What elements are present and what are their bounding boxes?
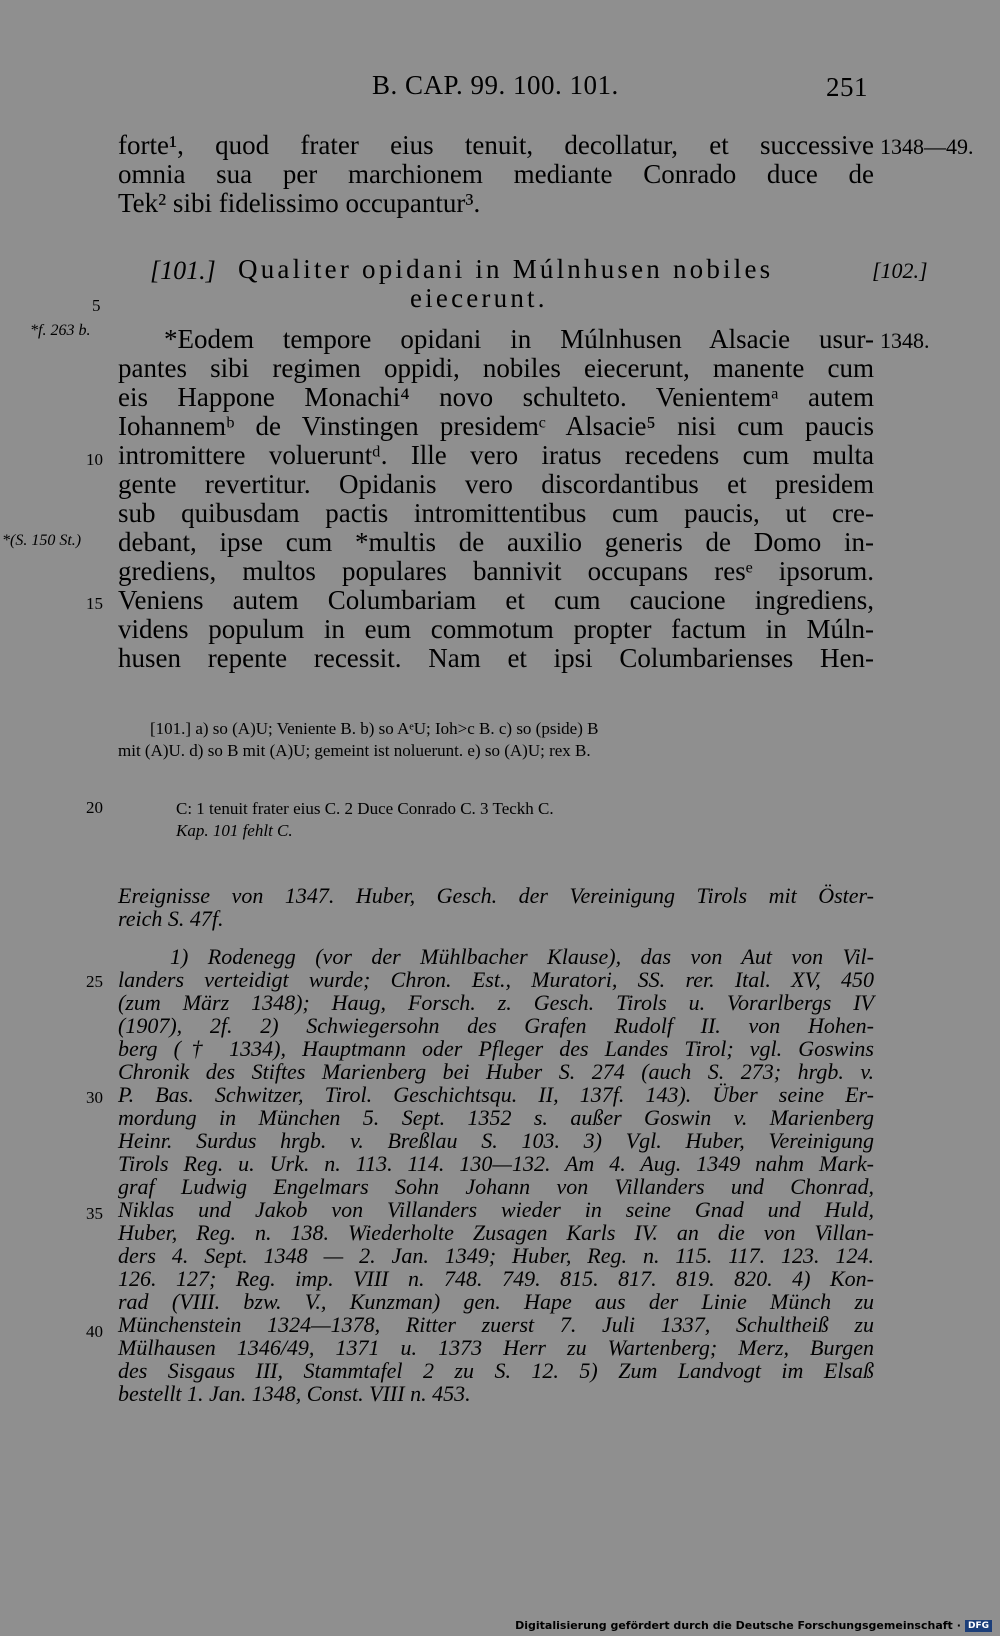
digitization-credit: Digitalisierung gefördert durch die Deutsche Forschungsgemeinschaft · DFG bbox=[515, 1619, 992, 1632]
note-line: bestellt 1. Jan. 1348, Const. VIII n. 453. bbox=[118, 1381, 471, 1406]
running-head: B. CAP. 99. 100. 101. bbox=[372, 70, 619, 100]
note-line: P. Bas. Schwitzer, Tirol. Geschichtsqu. II, 137f. 143). Über seine Er- bbox=[118, 1082, 874, 1107]
margin-date-2: 1348. bbox=[880, 328, 930, 353]
margin-page-ref: *(S. 150 St.) bbox=[2, 532, 82, 549]
line-number: 40 bbox=[86, 1322, 103, 1341]
text-line: videns populum in eum commotum propter factum in Múln- bbox=[118, 614, 874, 644]
footer-text: Digitalisierung gefördert durch die Deutsche Forschungsgemeinschaft bbox=[515, 1619, 953, 1632]
text-line: Iohannemᵇ de Vinstingen presidemᶜ Alsacie⁵ nisi cum paucis bbox=[118, 411, 874, 441]
dfg-logo: DFG bbox=[965, 1620, 992, 1632]
note-line: (1907), 2f. 2) Schwiegersohn des Grafen Rudolf II. von Hohen- bbox=[118, 1013, 874, 1038]
note-line: Ereignisse von 1347. Huber, Gesch. der Vereinigung Tirols mit Öster- bbox=[118, 883, 874, 908]
text-line: *Eodem tempore opidani in Múlnhusen Alsacie usur- bbox=[164, 324, 874, 354]
apparatus-line: mit (A)U. d) so B mit (A)U; gemeint ist noluerunt. e) so (A)U; rex B. bbox=[118, 741, 591, 760]
note-line: graf Ludwig Engelmars Sohn Johann von Villanders und Chonrad, bbox=[118, 1174, 874, 1199]
line-number: 35 bbox=[86, 1204, 103, 1223]
text-line: grediens, multos populares bannivit occupans resᵉ ipsorum. bbox=[118, 556, 874, 586]
line-number: 25 bbox=[86, 972, 103, 991]
text-line: pantes sibi regimen oppidi, nobiles eiecerunt, manente cum bbox=[118, 353, 874, 383]
margin-date-1: 1348—49. bbox=[880, 134, 974, 159]
text-line: Veniens autem Columbariam et cum caucione ingrediens, bbox=[118, 585, 874, 615]
text-line: gente revertitur. Opidanis vero discordantibus et presidem bbox=[118, 469, 874, 499]
line-number: 10 bbox=[86, 450, 103, 469]
note-line: Tirols Reg. u. Urk. n. 113. 114. 130—132. Am 4. Aug. 1349 nahm Mark- bbox=[118, 1151, 874, 1176]
note-line: rad (VIII. bzw. V., Kunzman) gen. Hape aus der Linie Münch zu bbox=[118, 1289, 874, 1314]
note-line: Niklas und Jakob von Villanders wieder in seine Gnad und Huld, bbox=[118, 1197, 874, 1222]
text-line: debant, ipse cum *multis de auxilio generis de Domo in- bbox=[118, 527, 874, 557]
note-line: Huber, Reg. n. 138. Wiederholte Zusagen Karls IV. an die von Villan- bbox=[118, 1220, 874, 1245]
note-line: Heinr. Surdus hrgb. v. Breßlau S. 103. 3) Vgl. Huber, Vereinigung bbox=[118, 1128, 874, 1153]
text-line: husen repente recessit. Nam et ipsi Columbarienses Hen- bbox=[118, 643, 874, 673]
note-line: Münchenstein 1324—1378, Ritter zuerst 7. Juli 1337, Schultheiß zu bbox=[118, 1312, 874, 1337]
note-line: 1) Rodenegg (vor der Mühlbacher Klause), das von Aut von Vil- bbox=[170, 944, 874, 969]
note-line: 126. 127; Reg. imp. VIII n. 748. 749. 815. 817. 819. 820. 4) Kon- bbox=[118, 1266, 874, 1291]
text-line: sub quibusdam pactis intromittentibus cum paucis, ut cre- bbox=[118, 498, 874, 528]
margin-chapter-ref: [102.] bbox=[872, 258, 928, 283]
text-line: omnia sua per marchionem mediante Conrado duce de bbox=[118, 159, 874, 189]
text-line: Tek² sibi fidelissimo occupantur³. bbox=[118, 188, 481, 218]
line-number: 15 bbox=[86, 594, 103, 613]
line-number: 30 bbox=[86, 1088, 103, 1107]
variants-line: Kap. 101 fehlt C. bbox=[176, 821, 293, 840]
chapter-number: [101.] bbox=[150, 256, 216, 285]
note-line: Mülhausen 1346/49, 1371 u. 1373 Herr zu Wartenberg; Merz, Burgen bbox=[118, 1335, 874, 1360]
note-line: Chronik des Stiftes Marienberg bei Huber S. 274 (auch S. 273; hrgb. v. bbox=[118, 1059, 874, 1084]
note-line: reich S. 47f. bbox=[118, 906, 224, 931]
note-line: mordung in München 5. Sept. 1352 s. außer Goswin v. Marienberg bbox=[118, 1105, 874, 1130]
chapter-heading-line-2: eiecerunt. bbox=[410, 283, 548, 313]
note-line: landers verteidigt wurde; Chron. Est., Muratori, SS. rer. Ital. XV, 450 bbox=[118, 967, 874, 992]
text-line: eis Happone Monachi⁴ novo schulteto. Venientemᵃ autem bbox=[118, 382, 874, 412]
text-line: forte¹, quod frater eius tenuit, decollatur, et successive bbox=[118, 130, 874, 160]
note-line: ders 4. Sept. 1348 — 2. Jan. 1349; Huber, Reg. n. 115. 117. 123. 124. bbox=[118, 1243, 874, 1268]
margin-folio-ref: *f. 263 b. bbox=[30, 322, 91, 339]
note-line: berg († 1334), Hauptmann oder Pfleger des Landes Tirol; vgl. Goswins bbox=[118, 1036, 874, 1061]
line-number: 5 bbox=[92, 296, 101, 315]
chapter-heading-line-1: Qualiter opidani in Múlnhusen nobiles bbox=[238, 254, 774, 284]
page-number: 251 bbox=[826, 72, 868, 102]
apparatus-line: [101.] a) so (A)U; Veniente B. b) so AᵉU; Ioh>c B. c) so (pside) B bbox=[150, 719, 599, 738]
text-line: intromittere volueruntᵈ. Ille vero iratus recedens cum multa bbox=[118, 440, 874, 470]
line-number: 20 bbox=[86, 798, 103, 817]
variants-line: C: 1 tenuit frater eius C. 2 Duce Conrado C. 3 Teckh C. bbox=[176, 799, 554, 818]
note-line: des Sisgaus III, Stammtafel 2 zu S. 12. 5) Zum Landvogt im Elsaß bbox=[118, 1358, 874, 1383]
note-line: (zum März 1348); Haug, Forsch. z. Gesch. Tirols u. Vorarlbergs IV bbox=[118, 990, 874, 1015]
